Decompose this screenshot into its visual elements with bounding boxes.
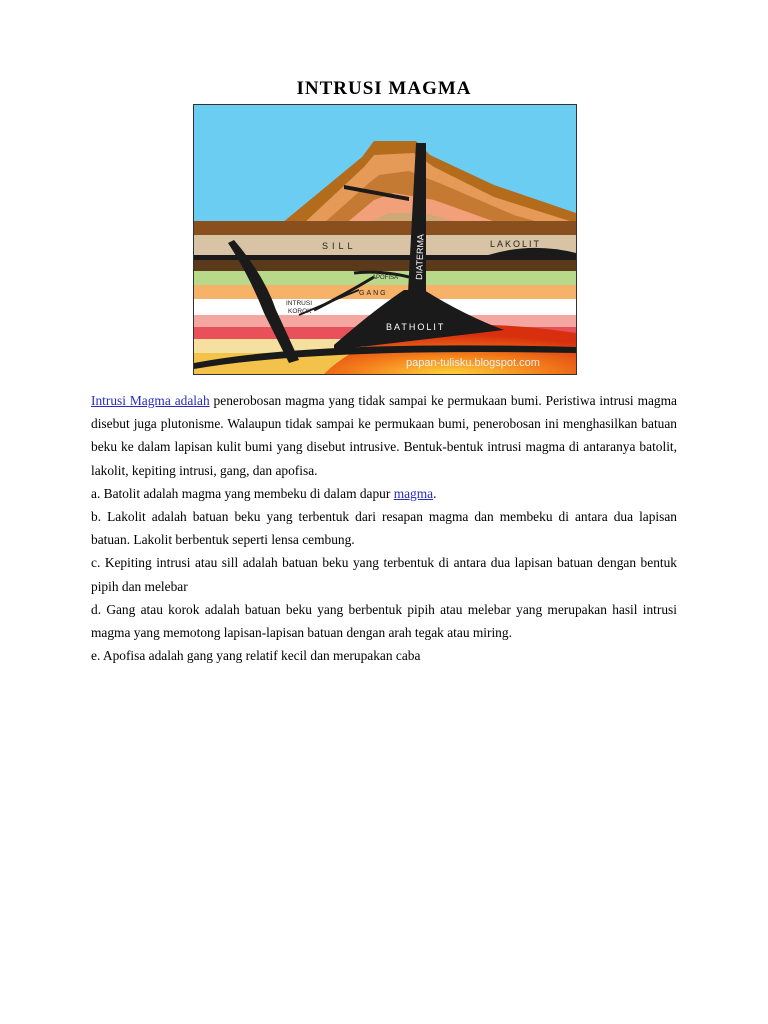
item-a xyxy=(91,482,677,505)
intro-paragraph xyxy=(91,389,677,482)
item-c: c. Kepiting intrusi atau sill adalah batuan beku yang terbentuk di antara dua lapisan batuan dengan bentuk pipih dan melebar xyxy=(91,555,677,594)
magma-intrusion-diagram xyxy=(193,104,577,375)
label-lakolit: LAKOLIT xyxy=(490,239,542,249)
watermark: papan-tulisku.blogspot.com xyxy=(406,357,540,369)
label-intrusi: INTRUSI xyxy=(286,300,312,307)
label-apofisa: APOFISA xyxy=(372,275,399,281)
body-text xyxy=(91,389,677,667)
item-e: e. Apofisa adalah gang yang relatif kecil dan merupakan caba xyxy=(91,648,421,664)
item-b: b. Lakolit adalah batuan beku yang terbentuk dari resapan magma dan membeku di antara dua lapisan batuan. Lakolit berbentuk seperti lensa cembung. xyxy=(91,509,677,548)
label-gang: GANG xyxy=(359,290,388,297)
label-diaterma: DIATERMA xyxy=(414,233,426,281)
intrusi-magma-link[interactable]: Intrusi Magma adalah xyxy=(91,393,210,408)
label-korok: KOROK xyxy=(288,308,312,315)
magma-link[interactable]: magma xyxy=(393,485,434,501)
item-a-text: a. Batolit adalah magma yang membeku di dalam dapur xyxy=(91,485,394,501)
label-sill: SILL xyxy=(322,241,357,251)
item-d: d. Gang atau korok adalah batuan beku yang berbentuk pipih atau melebar yang merupakan hasil intrusi magma yang memotong lapisan-lapisan batuan dengan arah tegak atau miring. xyxy=(91,601,677,641)
stratum xyxy=(194,221,576,235)
page-title: INTRUSI MAGMA xyxy=(296,78,472,99)
item-a-suffix: . xyxy=(433,485,437,501)
label-batholit: BATHOLIT xyxy=(386,322,446,332)
intro-text: penerobosan magma yang tidak sampai ke permukaan bumi. Peristiwa intrusi magma disebut juga plutonisme. Walaupun tidak sampai ke permukaan bumi, penerobosan ini menghasilkan batuan beku ke dalam lapisan kulit bumi yang disebut intrusive. Bentuk-bentuk intrusi magma di antaranya batolit, lakolit, kepiting intrusi, gang, dan apofisa. xyxy=(91,393,677,478)
